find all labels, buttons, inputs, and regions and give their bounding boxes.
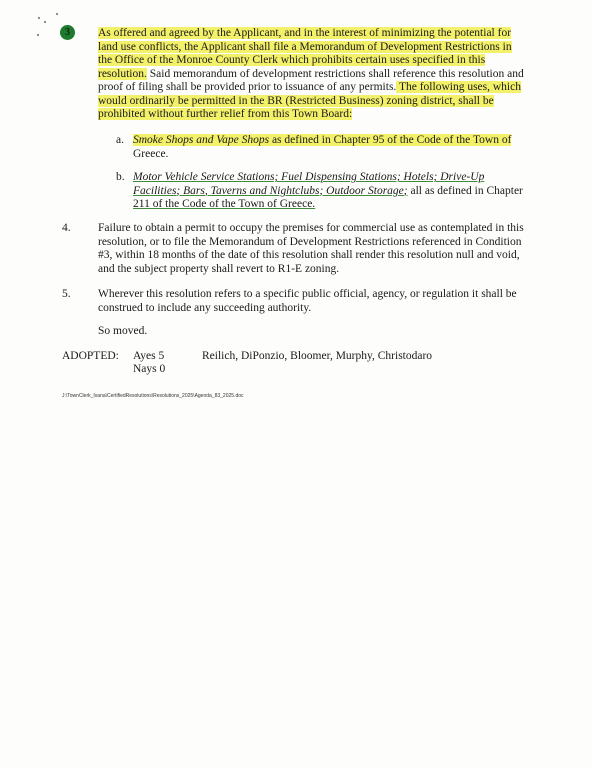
condition-3-line-6: would ordinarily be permitted in the BR (Restricted Business) zoning district, shall be	[98, 94, 494, 107]
adopted-ayes: Ayes 5	[133, 350, 165, 362]
footer-file-path: J:\TownClerk_Ivana\CertifiedResolutions\Resolutions_2025\Agenda_83_2025.doc	[62, 393, 244, 399]
item-a-label: a.	[116, 134, 124, 146]
condition-4-line-3: #3, within 18 months of the date of this resolution shall render this resolution null and void,	[98, 249, 520, 261]
adopted-nays: Nays 0	[133, 363, 166, 375]
condition-3-line-4a: resolution.	[98, 67, 147, 80]
adopted-label: ADOPTED:	[62, 350, 119, 362]
adopted-names: Reilich, DiPonzio, Bloomer, Murphy, Christodaro	[202, 350, 433, 362]
condition-3-text	[98, 27, 522, 122]
scan-speck	[37, 34, 39, 36]
condition-3-line-1: As offered and agreed by the Applicant, and in the interest of minimizing the potential for	[98, 27, 512, 39]
condition-4-text	[98, 222, 522, 276]
condition-4-line-2: resolution, or to file the Memorandum of Development Restrictions referenced in Condition	[98, 235, 522, 248]
condition-3-line-5b: The following uses, which	[396, 81, 521, 93]
condition-4-line-1: Failure to obtain a permit to occupy the premises for commercial use as contemplated in this	[98, 222, 524, 234]
condition-5-line-2: construed to include any succeeding authority.	[98, 301, 312, 314]
item-b-text	[133, 171, 523, 212]
condition-3-line-4b: Said memorandum of development restrictions shall reference this resolution and	[146, 67, 524, 80]
scan-speck	[44, 21, 46, 23]
condition-3-line-7: prohibited without further relief from this Town Board:	[98, 108, 353, 120]
so-moved: So moved.	[98, 325, 148, 337]
condition-5-number: 5.	[62, 288, 71, 300]
item-a-italic: Smoke Shops and Vape Shops	[133, 134, 270, 146]
condition-4-line-4: and the subject property shall revert to R1-E zoning.	[98, 262, 340, 275]
item-a-line-2: Greece.	[133, 147, 169, 160]
condition-3-line-2: land use conflicts, the Applicant shall file a Memorandum of Development Restrictions in	[98, 40, 512, 53]
condition-4-number: 4.	[62, 222, 71, 234]
item-a-rest: as defined in Chapter 95 of the Code of the Town of	[269, 134, 512, 146]
condition-5-line-1: Wherever this resolution refers to a specific public official, agency, or regulation it shall be	[98, 288, 517, 300]
scan-speck	[56, 13, 58, 15]
item-a-text	[133, 134, 523, 161]
condition-3-number-circle: 3	[60, 25, 75, 40]
item-b-line-3: 211 of the Code of the Town of Greece.	[133, 198, 316, 210]
item-b-line-2-rest: all as defined in Chapter	[407, 184, 523, 197]
condition-5-text	[98, 288, 522, 315]
item-b-label: b.	[116, 171, 125, 183]
scan-speck	[38, 17, 40, 19]
condition-3-line-3: the Office of the Monroe County Clerk which prohibits certain uses specified in this	[98, 54, 486, 66]
item-b-line-1: Motor Vehicle Service Stations; Fuel Dispensing Stations; Hotels; Drive-Up	[133, 171, 485, 183]
condition-3-line-5a: proof of filing shall be provided prior to issuance of any permits.	[98, 81, 397, 93]
item-b-line-2-italic: Facilities; Bars, Taverns and Nightclubs; Outdoor Storage;	[133, 184, 408, 197]
